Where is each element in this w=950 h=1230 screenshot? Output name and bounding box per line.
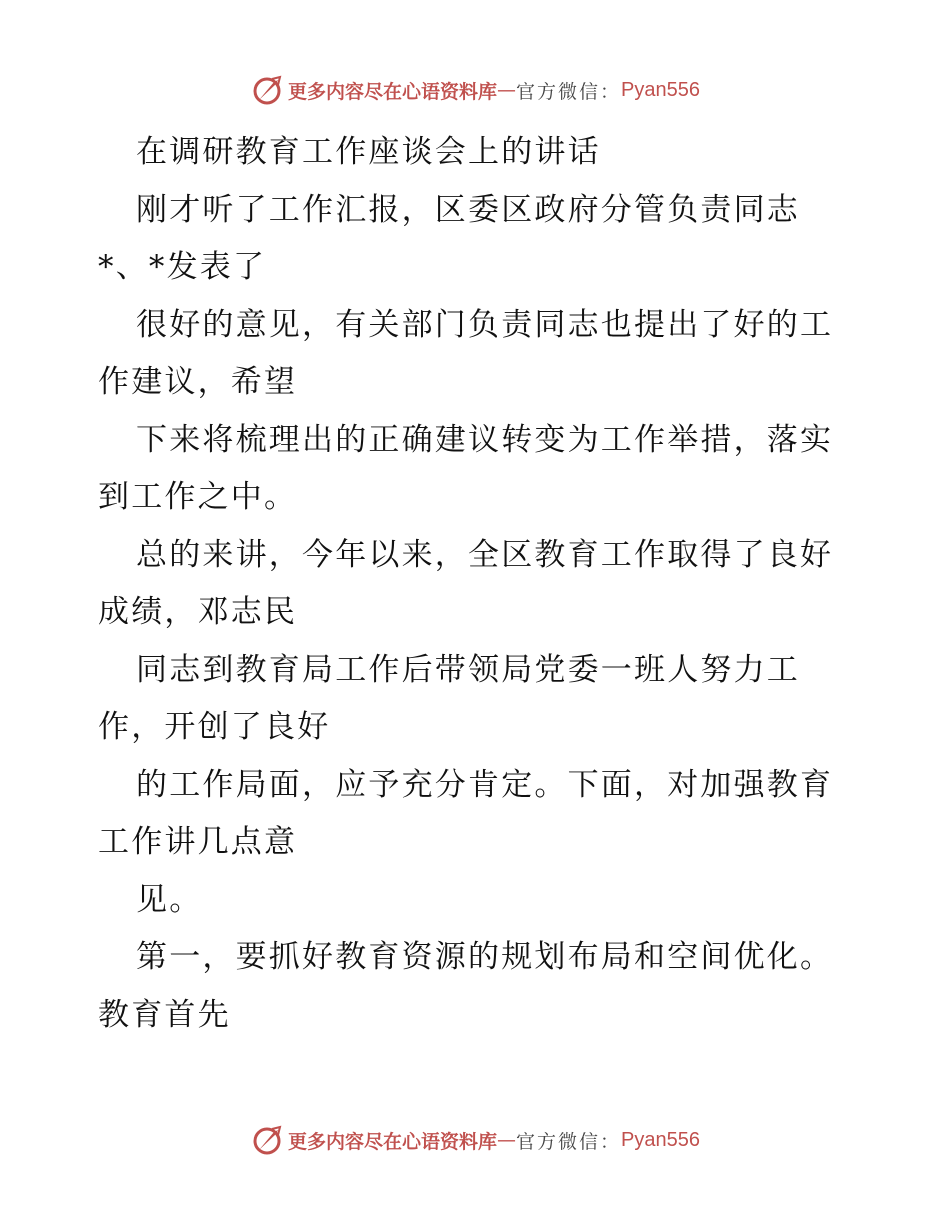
text-line: 作建议，希望 — [98, 364, 298, 400]
quill-pen-logo-icon — [250, 73, 284, 107]
banner-wechat-handle: Pyan556 — [621, 1128, 700, 1151]
header-watermark-banner — [0, 70, 950, 110]
banner-main-text: 更多内容尽在心语资料库 — [288, 1130, 498, 1153]
document-title: 在调研教育工作座谈会上的讲话 — [136, 134, 601, 170]
text-line: 总的来讲，今年以来，全区教育工作取得了良好 — [136, 536, 834, 573]
text-line: 到工作之中。 — [98, 479, 298, 515]
text-line: 工作讲几点意 — [98, 824, 298, 860]
banner-dash: — — [497, 1129, 517, 1151]
text-line: 作，开创了良好 — [98, 709, 331, 745]
text-line: 刚才听了工作汇报，区委区政府分管负责同志 — [136, 191, 800, 228]
text-line: 第一，要抓好教育资源的规划布局和空间优化。 — [136, 939, 834, 975]
text-line: 见。 — [136, 881, 203, 918]
text-line: 很好的意见，有关部门负责同志也提出了好的工 — [136, 306, 834, 343]
banner-official-text: 官方微信： — [516, 1130, 622, 1153]
text-line: 成绩，邓志民 — [98, 594, 298, 630]
footer-watermark-banner — [0, 1120, 950, 1160]
banner-dash: — — [497, 79, 517, 101]
text-line: 教育首先 — [98, 996, 231, 1033]
text-line: 的工作局面，应予充分肯定。下面，对加强教育 — [136, 766, 834, 803]
text-line: 同志到教育局工作后带领局党委一班人努力工 — [136, 651, 800, 688]
quill-pen-logo-icon — [250, 1123, 284, 1157]
text-line: 下来将梳理出的正确建议转变为工作举措，落实 — [136, 421, 834, 458]
text-line: *、*发表了 — [98, 249, 267, 285]
banner-main-text: 更多内容尽在心语资料库 — [288, 80, 498, 103]
document-body — [98, 124, 858, 1044]
banner-official-text: 官方微信： — [516, 80, 622, 103]
banner-wechat-handle: Pyan556 — [621, 78, 700, 101]
